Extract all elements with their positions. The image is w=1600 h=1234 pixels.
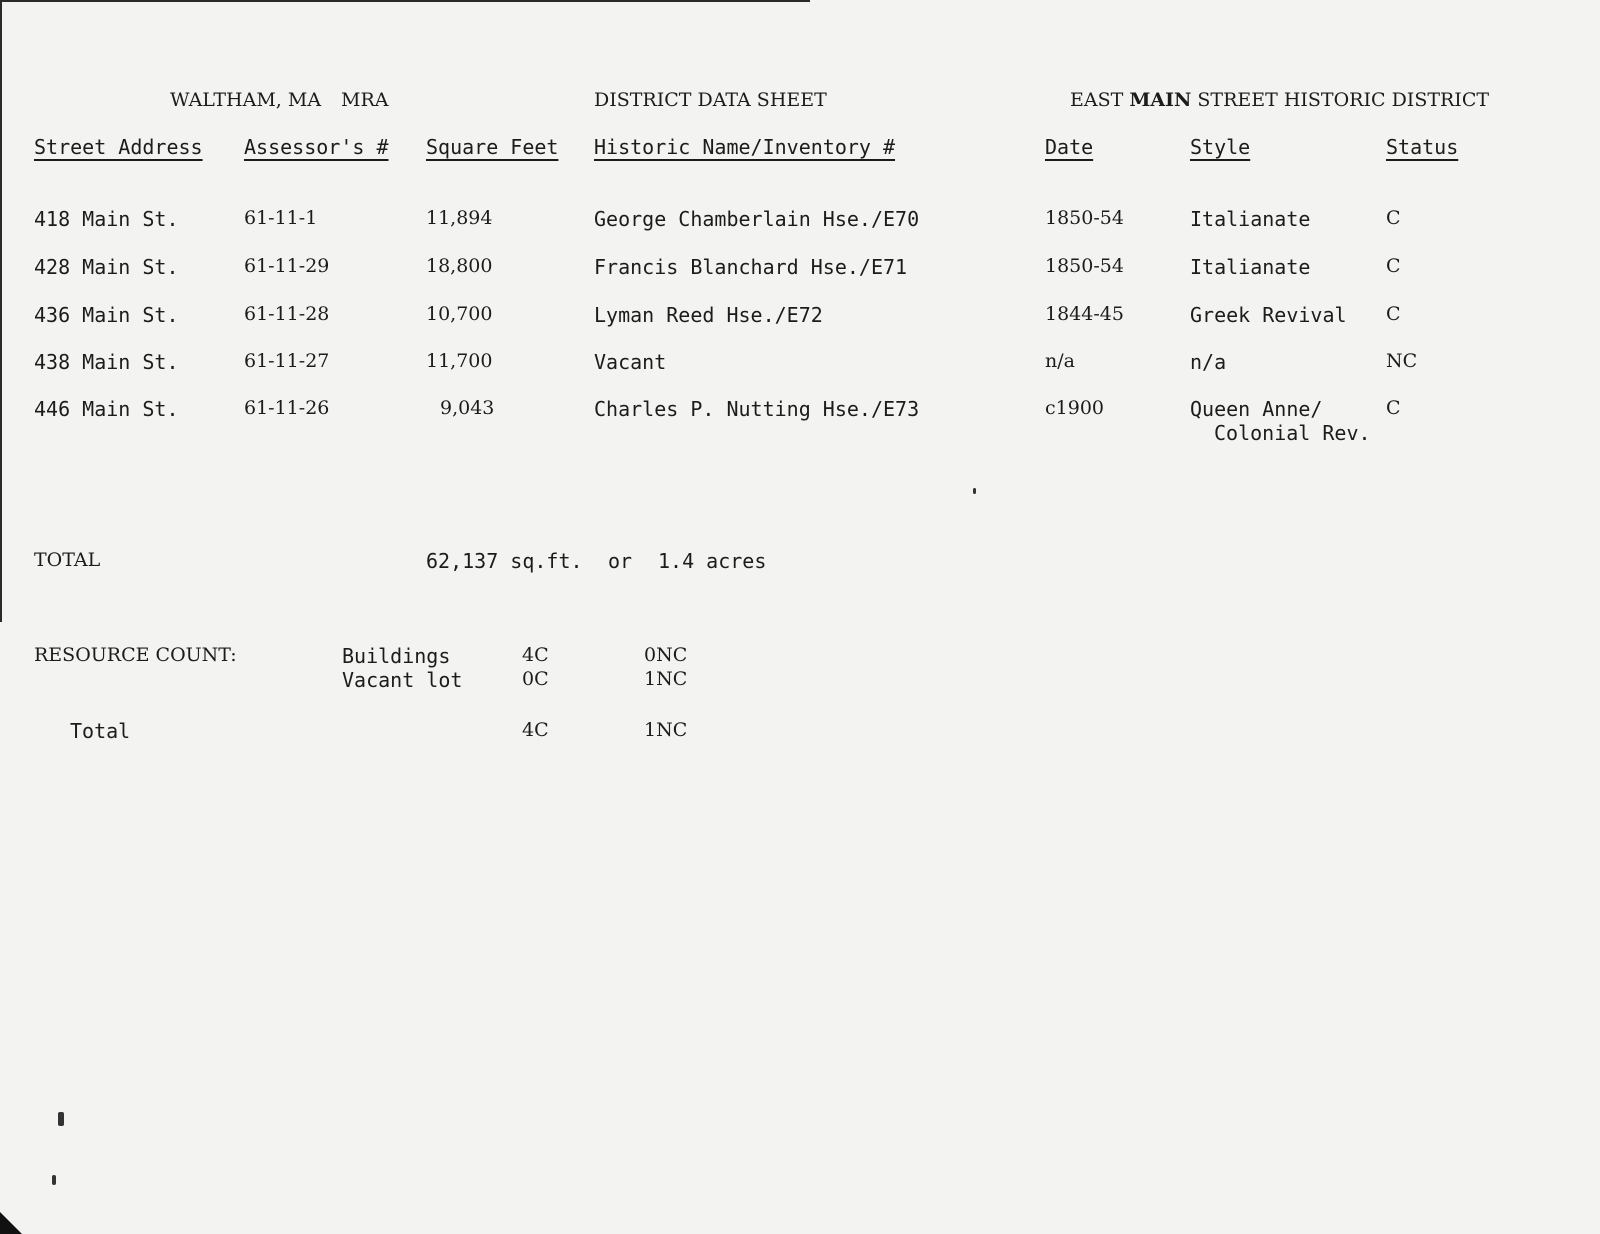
cell-historic-name: Francis Blanchard Hse./E71	[594, 255, 908, 279]
scan-speck	[973, 488, 976, 494]
cell-assessor: 61-11-28	[244, 303, 330, 325]
scan-edge-top	[0, 0, 810, 2]
buildings-c: 4C	[522, 644, 549, 666]
cell-sqft: 11,700	[426, 350, 493, 372]
resource-total-nc: 1NC	[644, 719, 688, 741]
cell-date: c1900	[1045, 397, 1104, 419]
cell-date: n/a	[1045, 350, 1075, 372]
header-city: WALTHAM, MA	[170, 89, 322, 111]
cell-status: C	[1386, 255, 1401, 277]
cell-sqft: 9,043	[440, 397, 495, 419]
cell-status: NC	[1386, 350, 1418, 372]
col-date: Date	[1045, 135, 1094, 159]
cell-status: C	[1386, 303, 1401, 325]
total-sqft: 62,137 sq.ft.	[426, 549, 583, 573]
cell-style-line2: Colonial Rev.	[1214, 421, 1371, 445]
col-street-address: Street Address	[34, 135, 203, 159]
header-district-bold: MAIN	[1129, 89, 1192, 111]
header-district-pre: EAST	[1070, 89, 1130, 111]
cell-date: 1844-45	[1045, 303, 1124, 325]
cell-assessor: 61-11-1	[244, 207, 318, 229]
cell-status: C	[1386, 397, 1401, 419]
cell-address: 446 Main St.	[34, 397, 179, 421]
col-square-feet: Square Feet	[426, 135, 559, 159]
buildings-nc: 0NC	[644, 644, 688, 666]
header-district	[1070, 89, 1489, 111]
total-label: TOTAL	[34, 549, 101, 571]
cell-assessor: 61-11-26	[244, 397, 330, 419]
cell-sqft: 18,800	[426, 255, 493, 277]
scan-edge-left	[0, 0, 2, 622]
cell-style: n/a	[1190, 350, 1227, 374]
cell-historic-name: Charles P. Nutting Hse./E73	[594, 397, 920, 421]
cell-style: Italianate	[1190, 207, 1311, 231]
cell-historic-name: Lyman Reed Hse./E72	[594, 303, 823, 327]
resource-count-label: RESOURCE COUNT:	[34, 644, 237, 666]
resource-total-c: 4C	[522, 719, 549, 741]
vacant-lot-c: 0C	[522, 668, 549, 690]
header-district-post: STREET HISTORIC DISTRICT	[1191, 89, 1490, 111]
cell-address: 438 Main St.	[34, 350, 179, 374]
cell-date: 1850-54	[1045, 207, 1124, 229]
cell-style: Queen Anne/	[1190, 397, 1323, 421]
cell-style: Greek Revival	[1190, 303, 1347, 327]
scan-speck	[58, 1112, 64, 1126]
total-or: or	[608, 549, 633, 573]
cell-address: 418 Main St.	[34, 207, 179, 231]
scan-corner	[0, 1212, 22, 1234]
cell-assessor: 61-11-27	[244, 350, 330, 372]
col-status: Status	[1386, 135, 1459, 159]
cell-style: Italianate	[1190, 255, 1311, 279]
header-mra: MRA	[341, 89, 389, 111]
col-assessor: Assessor's #	[244, 135, 389, 159]
cell-sqft: 10,700	[426, 303, 493, 325]
cell-status: C	[1386, 207, 1401, 229]
cell-sqft: 11,894	[426, 207, 493, 229]
col-historic-name: Historic Name/Inventory #	[594, 135, 896, 159]
cell-historic-name: Vacant	[594, 350, 667, 374]
scan-speck	[52, 1175, 56, 1185]
buildings-label: Buildings	[342, 644, 451, 668]
vacant-lot-label: Vacant lot	[342, 668, 463, 692]
cell-historic-name: George Chamberlain Hse./E70	[594, 207, 920, 231]
header-title: DISTRICT DATA SHEET	[594, 89, 827, 111]
vacant-lot-nc: 1NC	[644, 668, 688, 690]
cell-address: 436 Main St.	[34, 303, 179, 327]
cell-address: 428 Main St.	[34, 255, 179, 279]
resource-total-label: Total	[70, 719, 131, 743]
col-style: Style	[1190, 135, 1251, 159]
total-acres: 1.4 acres	[658, 549, 767, 573]
cell-date: 1850-54	[1045, 255, 1124, 277]
cell-assessor: 61-11-29	[244, 255, 330, 277]
